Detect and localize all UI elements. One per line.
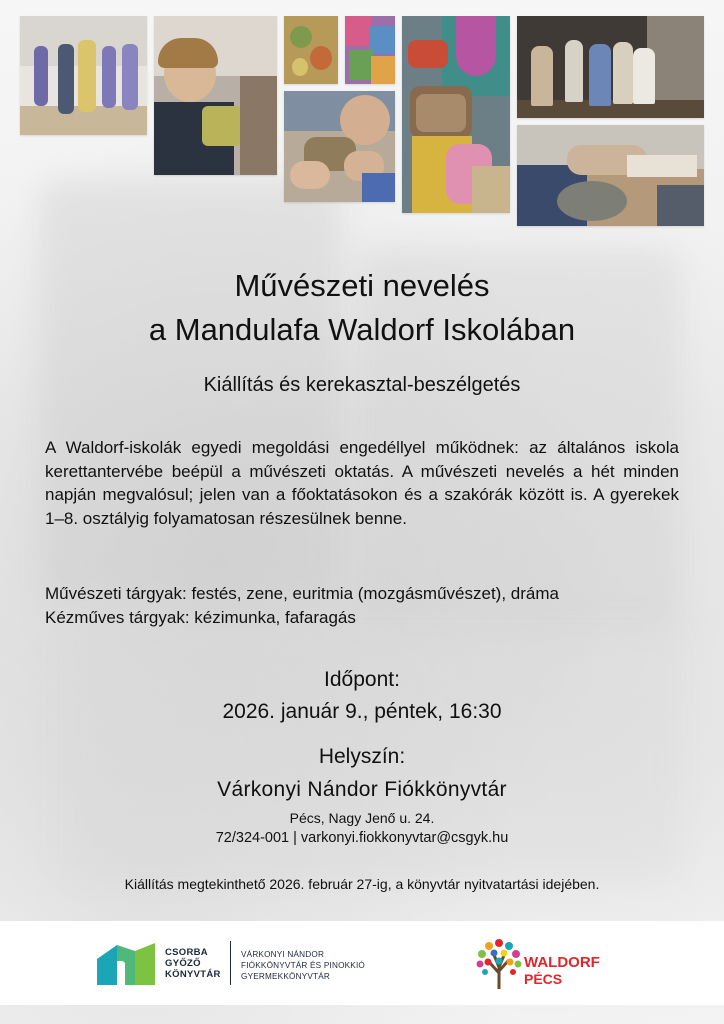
page-subtitle: Kiállítás és kerekasztal-beszélgetés [203,374,521,396]
art-subjects-line: Művészeti tárgyak: festés, zene, euritmia (mozgásművészet), dráma [45,584,559,603]
place-address: Pécs, Nagy Jenő u. 24. [289,810,435,826]
csorba-logo-text [165,947,221,980]
subjects-list [45,582,685,629]
csorba-logo-line: CSORBA [165,947,208,958]
page-title-line-2: a Mandulafa Waldorf Iskolában [148,312,576,347]
photo-wood-carving [284,91,395,202]
photo-colored-felt [345,16,395,84]
photo-felt-crafts [284,16,338,84]
photo-carding-wool [402,16,510,213]
place-name: Várkonyi Nándor Fiókkönyvtár [217,778,507,801]
varkonyi-logo-line: FIÓKKÖNYVTÁR ÉS PINOKKIÓ [241,961,365,970]
place-contact: 72/324-001 | varkonyi.fiokkonyvtar@csgyk.hu [215,830,509,846]
logo-divider [230,941,231,985]
time-value: 2026. január 9., péntek, 16:30 [222,700,502,723]
craft-subjects-line: Kézműves tárgyak: kézimunka, fafaragás [45,607,356,627]
waldorf-logo-text [524,955,600,987]
exhibition-note: Kiállítás megtekinthető 2026. február 27-ig, a könyvtár nyitvatartási idejében. [124,876,600,892]
waldorf-logo-line: WALDORF [524,954,600,971]
place-label: Helyszín: [318,745,406,768]
csorba-library-logo-icon [95,941,157,985]
time-label: Időpont: [324,668,400,691]
csorba-logo-line: KÖNYVTÁR [165,969,221,980]
photo-theatre-performance [517,16,704,118]
varkonyi-logo-line: GYERMEKKÖNYVTÁR [241,972,330,981]
photo-painting-class [517,125,704,226]
photo-boy-knitting [154,16,277,175]
description-paragraph: A Waldorf-iskolák egyedi megoldási engedéllyel működnek: az általános iskola kerettantervébe beépül a művészeti oktatás. A művészeti nevelés a hét minden napján megvalósul; jelen van a főoktatásokon és a szakórák között is. A gyerekek 1–8. osztályig folyamatosan részesülnek benne. [45,438,679,528]
photo-children-dancing [20,16,147,135]
page-title-line-1: Művészeti nevelés [234,268,490,303]
varkonyi-logo-line: VÁRKONYI NÁNDOR [241,950,325,959]
footer-logo-bar [0,921,724,1005]
waldorf-logo-line: PÉCS [524,971,563,987]
waldorf-tree-logo-icon [474,937,524,989]
csorba-logo-line: GYŐZŐ [165,958,201,969]
varkonyi-logo-text [241,949,365,982]
